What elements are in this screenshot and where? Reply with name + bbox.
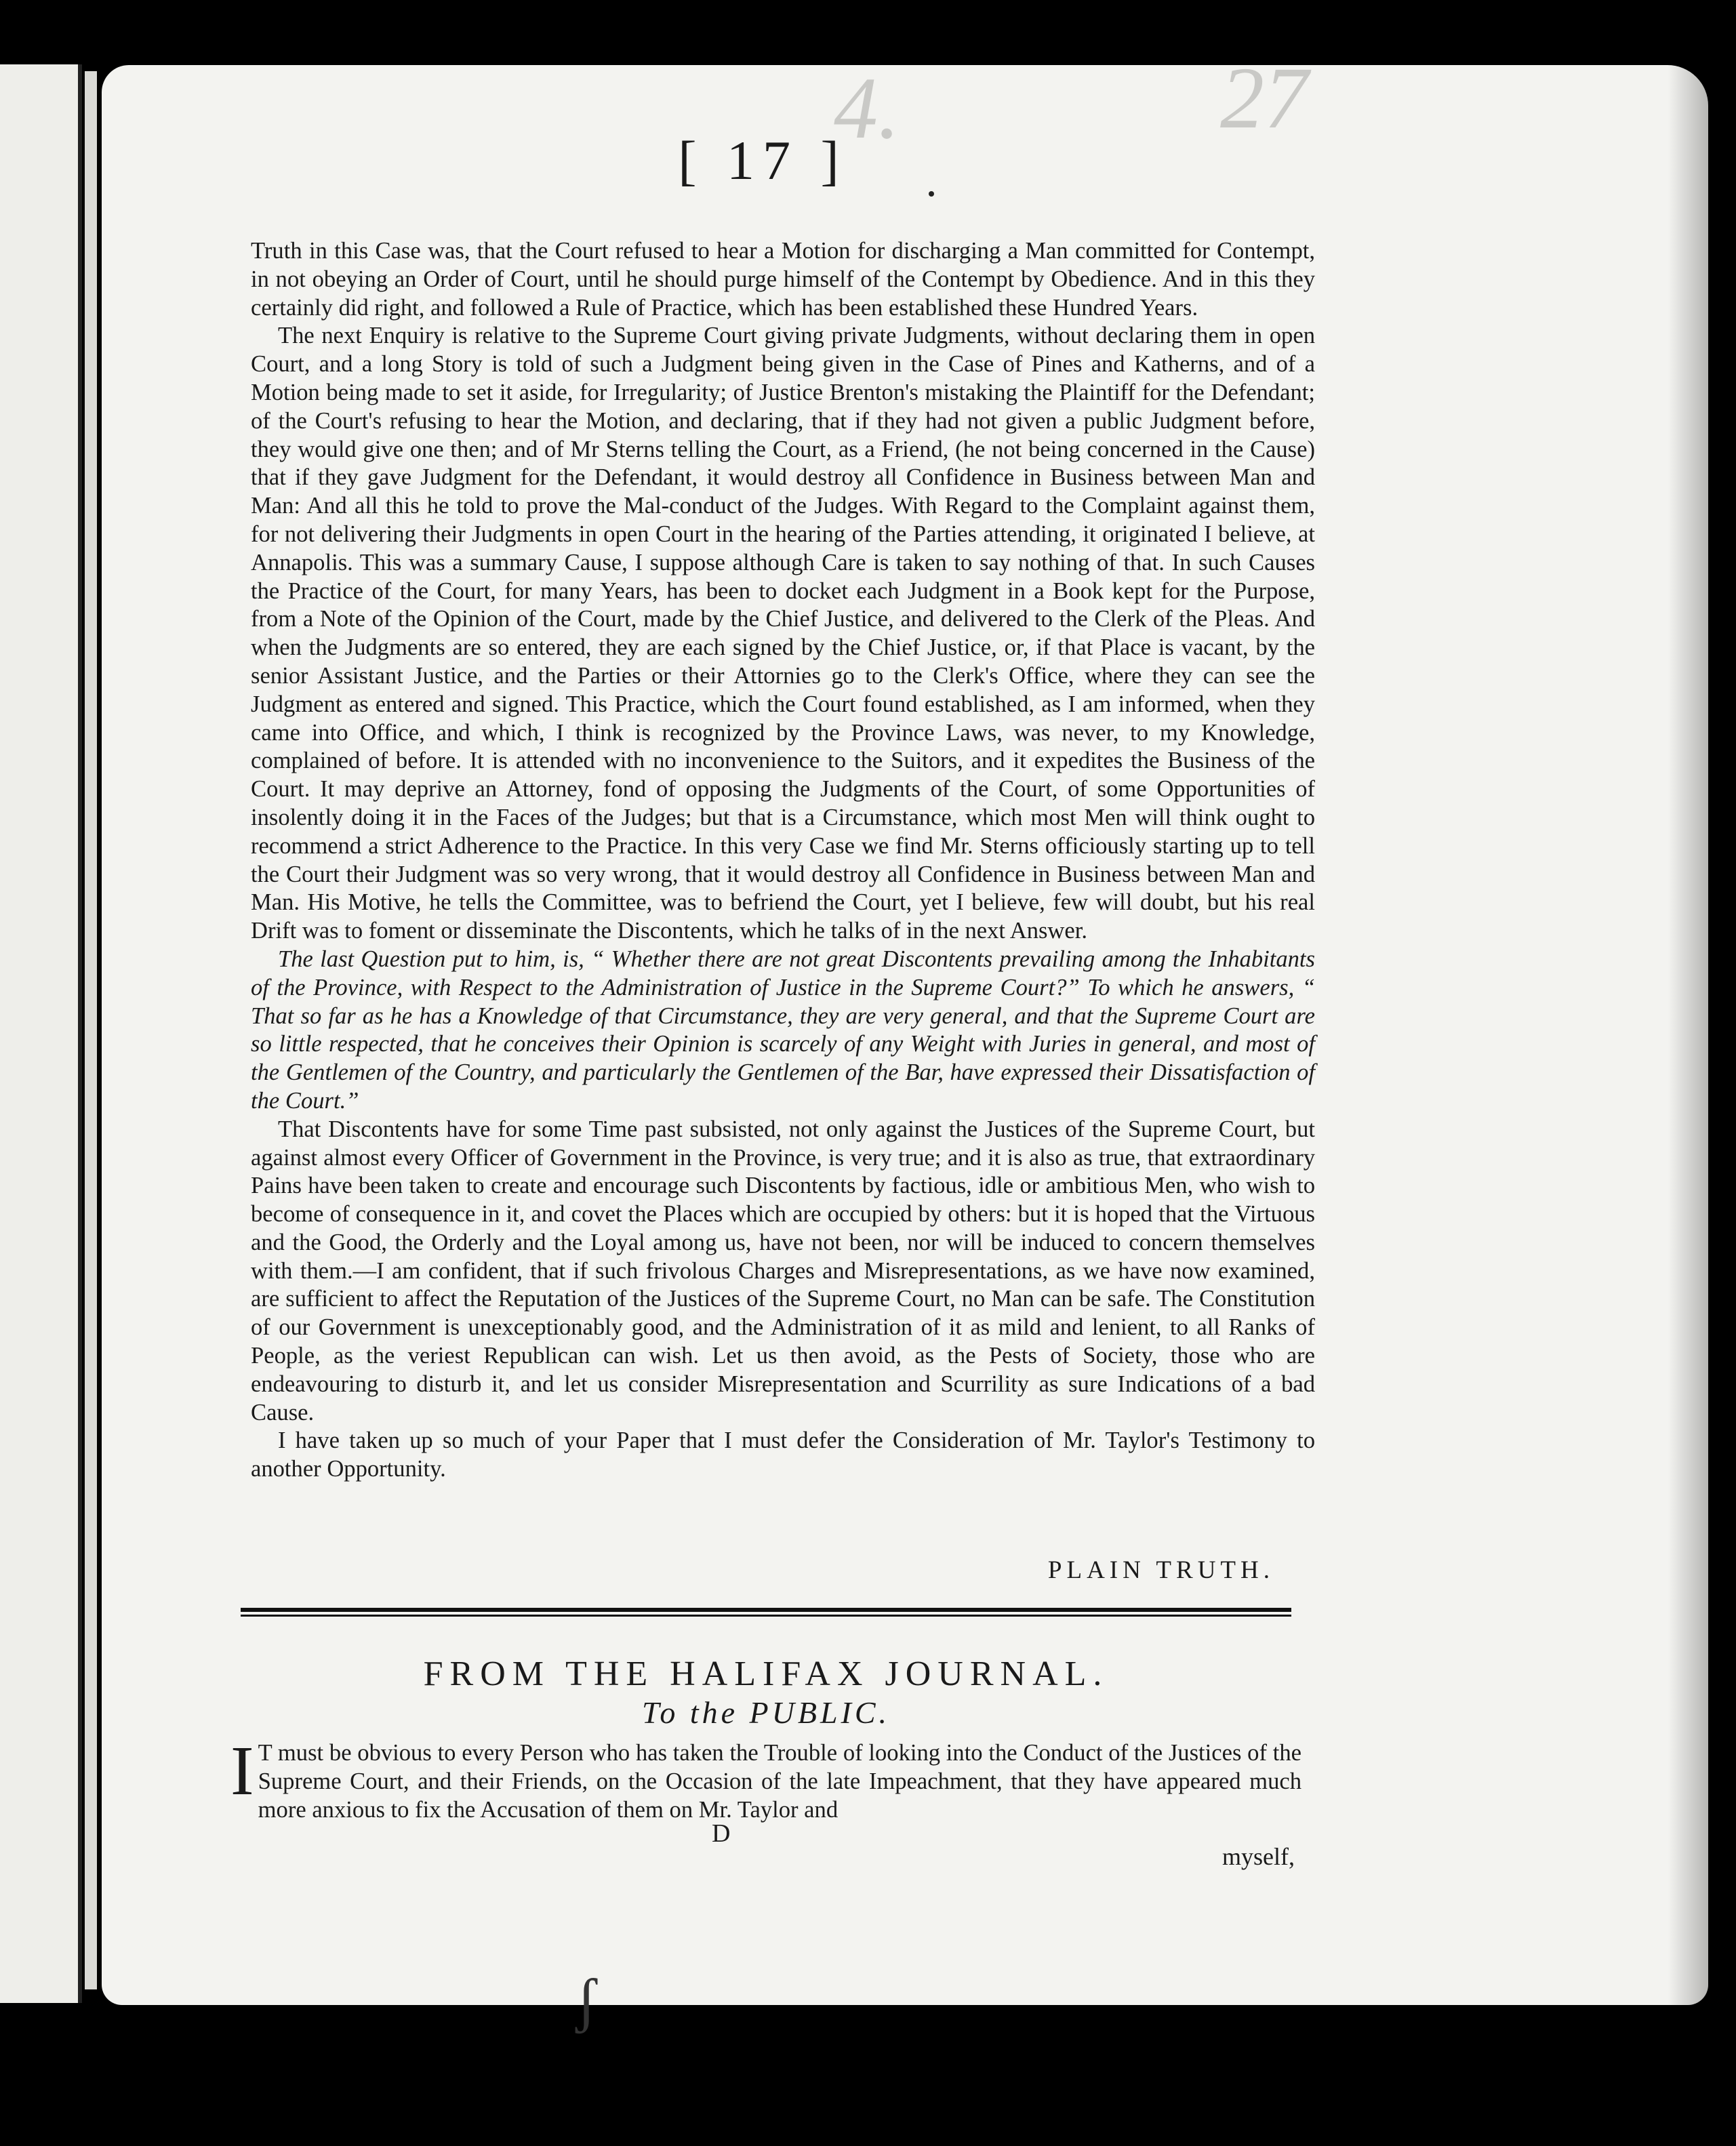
- section-divider: [241, 1608, 1291, 1612]
- paragraph-quote: The last Question put to him, is, “ Whether there are not great Discontents prevailing among the Inhabitants of the Province, with Respect to the Administration of Justice in the Supreme Court?” To which he answers, “ That so far as he has a Knowledge of that Circumstance, they are very general, and that the Supreme Court are so little respected, that he conceives their Opinion is scarcely of any Weight with Juries in general, and most of the Gentlemen of the Country, and particularly the Gentlemen of the Bar, have expressed their Dissatisfaction of the Court.”: [251, 946, 1315, 1114]
- paragraph: Truth in this Case was, that the Court refused to hear a Motion for discharging a Man committed for Contempt, in not obeying an Order of Court, until he should purge himself of the Contempt by Obedience. And in this they certainly did right, and followed a Rule of Practice, which has been established these Hundred Years.: [251, 238, 1315, 321]
- signature-mark: D: [712, 1819, 731, 1848]
- article-heading: FROM THE HALIFAX JOURNAL.: [423, 1655, 1109, 1693]
- letter-body: [251, 237, 1315, 1484]
- page-shadow: [1668, 65, 1708, 2005]
- catchword: myself,: [1222, 1843, 1295, 1870]
- article-body: [230, 1732, 1301, 1824]
- section-divider-thin: [241, 1615, 1291, 1617]
- page-gutter: [85, 71, 97, 1989]
- facing-page-edge: [0, 64, 82, 2003]
- pencil-annotation-2: 27: [1220, 49, 1308, 147]
- ink-dot: [929, 191, 934, 197]
- ink-mark: ʃ: [576, 1967, 597, 2034]
- page-number: [ 17 ]: [678, 129, 847, 191]
- signature: PLAIN TRUTH.: [1047, 1556, 1274, 1584]
- article-text: T must be obvious to every Person who has taken the Trouble of looking into the Conduct of the Justices of the Supreme Court, and their Friends, on the Occasion of the late Impeachment, that they have appeared much more anxious to fix the Accusation of them on Mr. Taylor and: [258, 1740, 1301, 1823]
- paragraph: The next Enquiry is relative to the Supreme Court giving private Judgments, without declaring them in open Court, and a long Story is told of such a Judgment being given in the Case of Pines and Katherns, and of a Motion being made to set it aside, for Irregularity; of Justice Brenton's mistaking the Plaintiff for the Defendant; of the Court's refusing to hear the Motion, and declaring, that if they had not given a public Judgment before, they would give one then; and of Mr Sterns telling the Court, as a Friend, (he not being concerned in the Cause) that if they gave Judgment for the Defendant, it would destroy all Confidence in Business between Man and Man: And all this he told to prove the Mal-conduct of the Judges. With Regard to the Complaint against them, for not delivering their Judgments in open Court in the hearing of the Parties attending, it originated I believe, at Annapolis. This was a summary Cause, I suppose although Care is taken to say nothing of that. In such Causes the Practice of the Court, for many Years, has been to docket each Judgment in a Book kept for the Purpose, from a Note of the Opinion of the Court, made by the Chief Justice, and delivered to the Clerk of the Pleas. And when the Judgments are so entered, they are each signed by the Chief Justice, or, if that Place is vacant, by the senior Assistant Justice, and the Parties or their Attornies go to the Clerk's Office, where they can see the Judgment as entered and signed. This Practice, which the Court found established, as I am informed, when they came into Office, and which, I think is recognized by the Province Laws, was never, to my Knowledge, complained of before. It is attended with no inconvenience to the Suitors, and it expedites the Business of the Court. It may deprive an Attorney, fond of opposing the Judgments of the Court, of some Opportunities of insolently doing it in the Faces of the Judges; but that is a Circumstance, which most Men will think ought to recommend a strict Adherence to the Practice. In this very Case we find Mr. Sterns officiously starting up to tell the Court their Judgment was so very wrong, that it would destroy all Confidence in Business between Man and Man. His Motive, he tells the Committee, was to befriend the Court, yet I believe, few will doubt, but his real Drift was to foment or disseminate the Discontents, which he talks of in the next Answer.: [251, 323, 1315, 944]
- article-subheading: To the PUBLIC.: [641, 1695, 891, 1730]
- paragraph: I have taken up so much of your Paper that I must defer the Consideration of Mr. Taylor's Testimony to another Opportunity.: [251, 1428, 1315, 1482]
- pencil-annotation: 4.: [834, 60, 900, 157]
- paragraph: That Discontents have for some Time past subsisted, not only against the Justices of the Supreme Court, but against almost every Officer of Government in the Province, is very true; and it is also as true, that extraordinary Pains have been taken to create and encourage such Discontents by factious, idle or ambitious Men, who wish to become of consequence in it, and covet the Places which are occupied by others: but it is hoped that the Virtuous and the Good, the Orderly and the Loyal among us, have not been, nor will be induced to concern themselves with them.—I am confident, that if such frivolous Charges and Misrepresentations, as we have now examined, are sufficient to affect the Reputation of the Justices of the Supreme Court, no Man can be safe. The Constitution of our Government is unexceptionably good, and the Administration of it as mild and lenient, to all Ranks of People, as the veriest Republican can wish. Let us then avoid, as the Pests of Society, those who are endeavouring to disturb it, and let us consider Misrepresentation and Scurrility as sure Indications of a bad Cause.: [251, 1116, 1315, 1425]
- drop-cap: I: [230, 1732, 254, 1810]
